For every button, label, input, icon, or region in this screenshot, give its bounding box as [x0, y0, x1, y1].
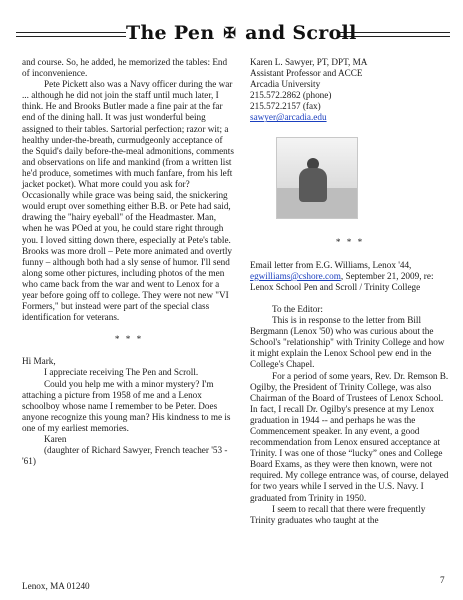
email-intro-text-2: , September 21, 2009, re: Lenox School Pen and Scroll / Trinity College — [250, 270, 434, 292]
section-divider: * * * — [114, 334, 144, 345]
email-intro-text-1: Email letter from E.G. Williams, Lenox '44, — [250, 259, 412, 270]
contact-phone: 215.572.2862 (phone) — [250, 90, 332, 101]
masthead-rule-left-bottom — [16, 36, 126, 37]
photo-figure — [299, 168, 327, 202]
email-sender-link[interactable]: egwilliams@cshore.com — [250, 270, 341, 281]
signature-detail: (daughter of Richard Sawyer, French teacher '53 - '61) — [22, 445, 228, 467]
contact-name: Karen L. Sawyer, PT, DPT, MA — [250, 57, 368, 67]
photograph-image — [276, 137, 358, 219]
left-paragraph-4: Could you help me with a minor mystery? I'm attaching a picture from 1958 of me and a Lenox schoolboy whose name I remember to be Peter. Does anyone recognize this young man? His kindness to me is one of my earliest memories. — [22, 378, 231, 433]
section-divider-right: * * * — [335, 236, 365, 247]
salutation: Hi Mark, — [22, 356, 56, 367]
crest-icon: ✠ — [223, 24, 237, 42]
left-paragraph-3: I appreciate receiving The Pen and Scroll. — [44, 367, 199, 378]
masthead-rule-left-top — [16, 32, 126, 33]
left-column — [22, 57, 236, 467]
right-paragraph-2: For a period of some years, Rev. Dr. Remson B. Ogilby, the President of Trinity College, was also Chairman of the Board of Trustees of Lenox School. In fact, I recall Dr. Ogilby's presence at my Lenox graduation in 1944 -- and perhaps he was the Commencement speaker. In any event, a good recommendation from Lenox ensured acceptance at Trinity. I was one of those “lucky” ones and College Board Exams, as they were then known, were not required. My college entrance was, of course, delayed for two years while I served in the U.S. Navy. I graduated from Trinity in 1950. — [250, 370, 449, 503]
right-paragraph-1: This is in response to the letter from Bill Bergmann (Lenox '50) who was curious about the School's "relationship" with Trinity College and how it might explain the Lenox School pew end in the College's Chapel. — [250, 315, 445, 370]
title-right: and Scroll — [245, 22, 357, 44]
contact-org: Arcadia University — [250, 79, 321, 90]
email-intro — [250, 260, 450, 293]
newsletter-title — [126, 22, 357, 44]
contact-fax: 215.572.2157 (fax) — [250, 101, 321, 112]
footer-location: Lenox, MA 01240 — [22, 581, 90, 591]
masthead — [0, 20, 463, 50]
title-left: The Pen — [126, 22, 215, 44]
page-number: 7 — [440, 575, 445, 585]
left-paragraph-1: and course. So, he added, he memorized the tables: End of inconvenience. — [22, 57, 228, 79]
contact-email-link[interactable]: sawyer@arcadia.edu — [250, 112, 327, 123]
signature-name: Karen — [44, 434, 67, 444]
to-editor: To the Editor: — [272, 303, 323, 314]
right-paragraph-3: I seem to recall that there were frequently Trinity graduates who taught at the — [250, 503, 426, 525]
contact-title: Assistant Professor and ACCE — [250, 68, 363, 79]
left-paragraph-2: Pete Pickett also was a Navy officer during the war ... although he did not join the staff until much later, I think. He and Brooks Butler made a fine pair at the far end of the dining hall. It was just wonderful being assigned to their tables. Sartorial perfection; razor wit; a healthy under-the-breath, curmudgeonly acceptance of the Squid's daily before-the-meal admonitions, comments and observations on life and mankind (from a written list he'd produce, sometimes with much fanfare, from his left jacket pocket). What more could you ask for? Occasionally while grace was being said, the snickering would erupt over something either B.B. or Pete had said, drawing the "hairy eyeball" of the Headmaster. Man, when he was POed at you, he could stare right through you. I loved sitting down there, especially at Pete's table. Brooks was more droll – Pete more animated and overtly funny – although both had a sly sense of humor. I'll send along some other pictures, including photos of the men who came back from the war and went to Lenox for a year before going off to college. They were not new "VI Formers," but instead were part of the special class identification for veterans. — [22, 79, 234, 323]
right-column — [250, 57, 450, 526]
